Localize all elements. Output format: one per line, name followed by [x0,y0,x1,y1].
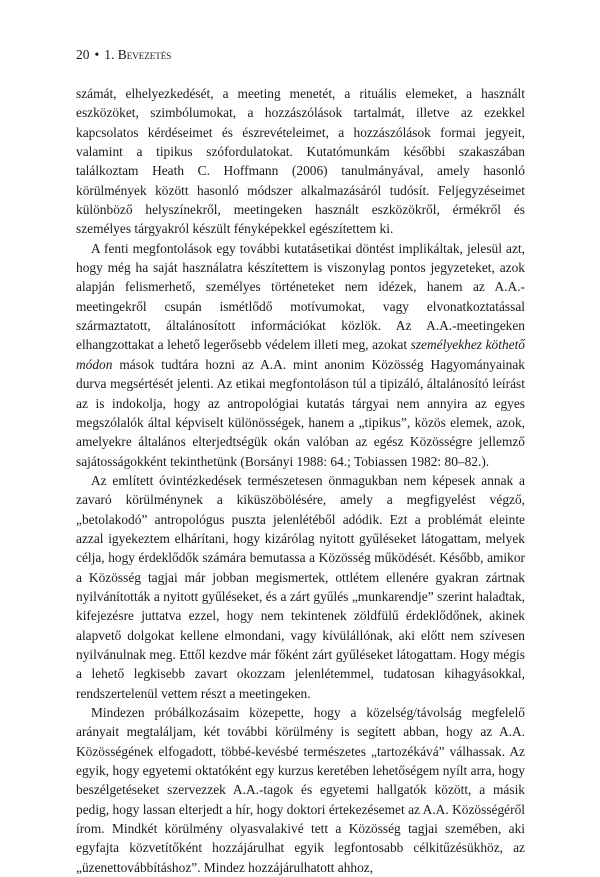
body-text [76,84,525,877]
paragraph [76,239,525,471]
chapter-title: Bevezetés [117,47,172,62]
paragraph: Mindezen próbálkozásaim közepette, hogy a közelség/távolság megfelelő arányait megtaláljam, két további körülmény is segített abban, hogy az A.A. Közösségének elfogadott, többé-kevésbé természetes „tartozékává” válhassak. Az egyik, hogy egyetemi oktatóként egy kurzus keretében lehetőségem nyílt arra, hogy beszélgetéseket szervezzek A.A.-tagok és egyetemi hallgatók között, a másik pedig, hogy lassan elterjedt a hír, hogy doktori értekezésemet az A.A. Közösségéről írom. Mindkét körülmény olyasvalakivé tett a Közösség tagjai szemében, aki egyfajta közvetítőként hozzájárulhat egyik legfontosabb célkitűzésükhöz, az „üzenettovábbításhoz”. Mindez hozzájárulhatott ahhoz, [76,705,525,875]
book-page [76,46,525,877]
chapter-number: 1. [104,47,115,62]
paragraph: Az említett óvintézkedések természetesen önmagukban nem képesek annak a zavaró körülménynek a kiküszöbölésére, amely a megfigyelést végző, „betolakodó” antropológus puszta jelenlétéből adódik. Ezt a problémát eleinte azzal igyekeztem elhárítani, hogy kizárólag nyitott gyűléseket látogattam, melyek célja, hogy érdeklődők számára bemutassa a Közösség működését. Később, amikor a Közösség tagjai már jobban megismertek, ottlétem ellenére gyakran zártnak nyilvánították a nyitott gyűléseket, és a zárt gyűlés „munkarendje” szerint haladtak, kifejezésre juttatva ezzel, hogy nem tekintenek zöldfülű érdeklődőnek, akinek alapvető dolgokat kellene elmondani, vagy kívülállónak, aki előtt nem szívesen nyilvánulnak meg. Ettől kezdve már főként zárt gyűléseket látogattam. Hogy mégis a lehető legkisebb zavart okozzam jelenlétemmel, tudatosan kihagyásokkal, rendszertelenül vettem részt a meetingeken. [76,472,525,701]
page-number: 20 [76,47,90,62]
bullet-separator: • [94,47,100,62]
emphasized-phrase: személyekhez köthető módon [76,337,525,372]
paragraph-text: mások tudtára hozni az A.A. mint anonim Közösség Hagyományainak durva megsértését jelenti. Az etikai megfontoláson túl a tipizáló, általánosító leírást az is indokolja, hogy az antropológiai kutatás tárgyai nem annyira az egyes megszólalók által képviselt különösségek, hanem a „tipikus”, közös elemek, azok, amelyekre általános elterjedtségük okán valóban az egész Közösségre jellemző sajátosságokként tekinthetünk (Borsányi 1988: 64.; Tobiassen 1982: 80–82.). [76,356,525,469]
paragraph-text: A fenti megfontolások egy további kutatásetikai döntést implikáltak, jelesül azt, hogy még ha saját használatra készítettem is viszonylag pontos jegyzeteket, azok alapján felismerhető, személyes történeteket nem idézek, hanem az A.A.-meetingekről csupán ismétlődő motívumokat, vagy elvonatkoztatással származtatott, általánosított információkat közlök. Az A.A.-meetingeken elhangzottakat a lehető legerősebb védelem illeti meg, azokat [76,240,525,353]
paragraph: számát, elhelyezkedését, a meeting menetét, a rituális elemeket, a használt eszközöket, szimbólumokat, a hozzászólások tartalmát, illetve az ezekkel kapcsolatos kérdéseimet és észrevételeimet, a hozzászólások formai jegyeit, valamint a tipikus szófordulatokat. Kutatómunkám későbbi szakaszában találkoztam Heath C. Hoffmann (2006) tanulmányával, amely hasonló körülmények között hasonló módszer alkalmazásáról tudósít. Feljegyzéseimet különböző helyszínekről, meetingeken használt eszközökről, érmékről és személyes tárgyakról készült fényképekkel egészítettem ki. [76,86,525,237]
running-head [76,46,525,64]
